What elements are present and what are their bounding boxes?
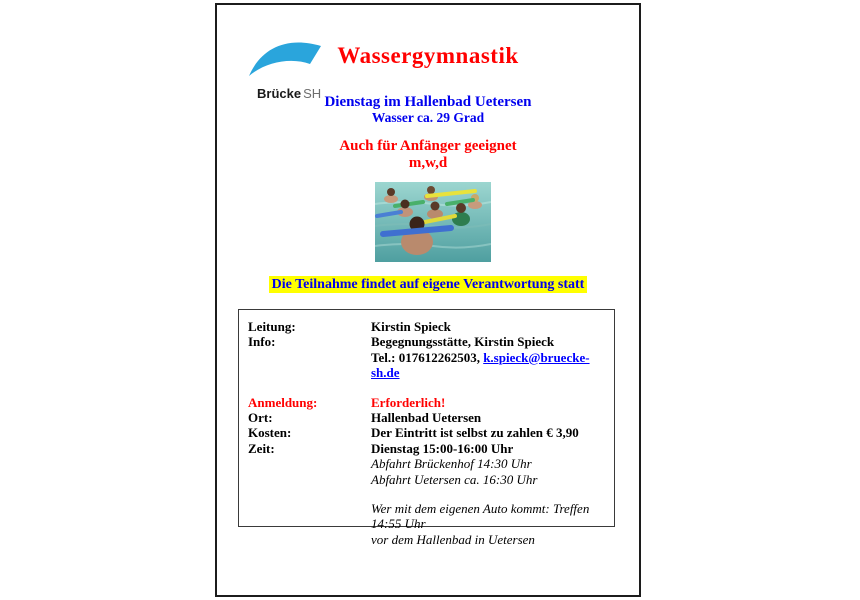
audience-line: Auch für Anfänger geeignet (339, 138, 517, 154)
details-label: Info: (248, 334, 276, 350)
liability-notice (217, 277, 639, 293)
details-label (248, 532, 371, 547)
details-value: Wer mit dem eigenen Auto kommt: Treffen 14:55 Uhr (371, 501, 590, 532)
subtitle-location: Dienstag im Hallenbad Uetersen (324, 94, 532, 110)
details-row-zeit (248, 441, 608, 456)
pool-gymnastics-photo (375, 182, 491, 262)
details-box (238, 309, 615, 547)
details-value: Erforderlich! (371, 394, 446, 410)
details-label (248, 350, 371, 381)
details-row-kosten (248, 425, 608, 440)
details-value: Der Eintritt ist selbst zu zahlen € 3,90 (371, 425, 579, 441)
details-label (248, 501, 371, 532)
details-value: Hallenbad Uetersen (371, 410, 482, 426)
details-label: Anmeldung: (248, 394, 318, 410)
details-row-anmeldung (248, 395, 608, 410)
details-value: Kirstin Spieck (371, 319, 451, 334)
details-row-abfahrt-1 (248, 456, 608, 471)
details-value: Begegnungsstätte, Kirstin Spieck (371, 334, 555, 350)
details-label: Zeit: (248, 440, 275, 456)
details-label: Ort: (248, 410, 273, 426)
details-row-leitung (248, 319, 608, 334)
audience-gender-line: m,w,d (408, 155, 448, 171)
details-spacer (248, 381, 608, 395)
liability-notice-text: Die Teilnahme findet auf eigene Verantwortung statt (269, 276, 588, 293)
details-row-auto-1 (248, 501, 608, 532)
details-row-ort (248, 410, 608, 425)
details-row-telefon (248, 350, 608, 381)
flyer-page (215, 3, 641, 597)
details-value: Dienstag 15:00-16:00 Uhr (371, 440, 514, 456)
details-label: Leitung: (248, 319, 296, 334)
subtitle-temperature: Wasser ca. 29 Grad (371, 110, 485, 125)
brand-name-bold: Brücke (257, 86, 302, 101)
page-title: Wassergymnastik (337, 43, 519, 68)
details-row-info (248, 334, 608, 349)
phone-text: Tel.: 017612262503, (371, 349, 484, 365)
details-label: Kosten: (248, 425, 292, 441)
email-link[interactable]: k.spieck@bruecke-sh.de (371, 349, 590, 381)
details-label (248, 456, 371, 471)
details-row-abfahrt-2 (248, 472, 608, 487)
details-value (371, 350, 608, 381)
details-value: vor dem Hallenbad in Uetersen (371, 531, 535, 547)
brand-name-suffix: SH (303, 86, 322, 101)
details-row-auto-2 (248, 532, 608, 547)
details-spacer (248, 487, 608, 501)
details-label (248, 472, 371, 487)
details-value: Abfahrt Uetersen ca. 16:30 Uhr (371, 471, 538, 487)
details-value: Abfahrt Brückenhof 14:30 Uhr (371, 456, 532, 472)
